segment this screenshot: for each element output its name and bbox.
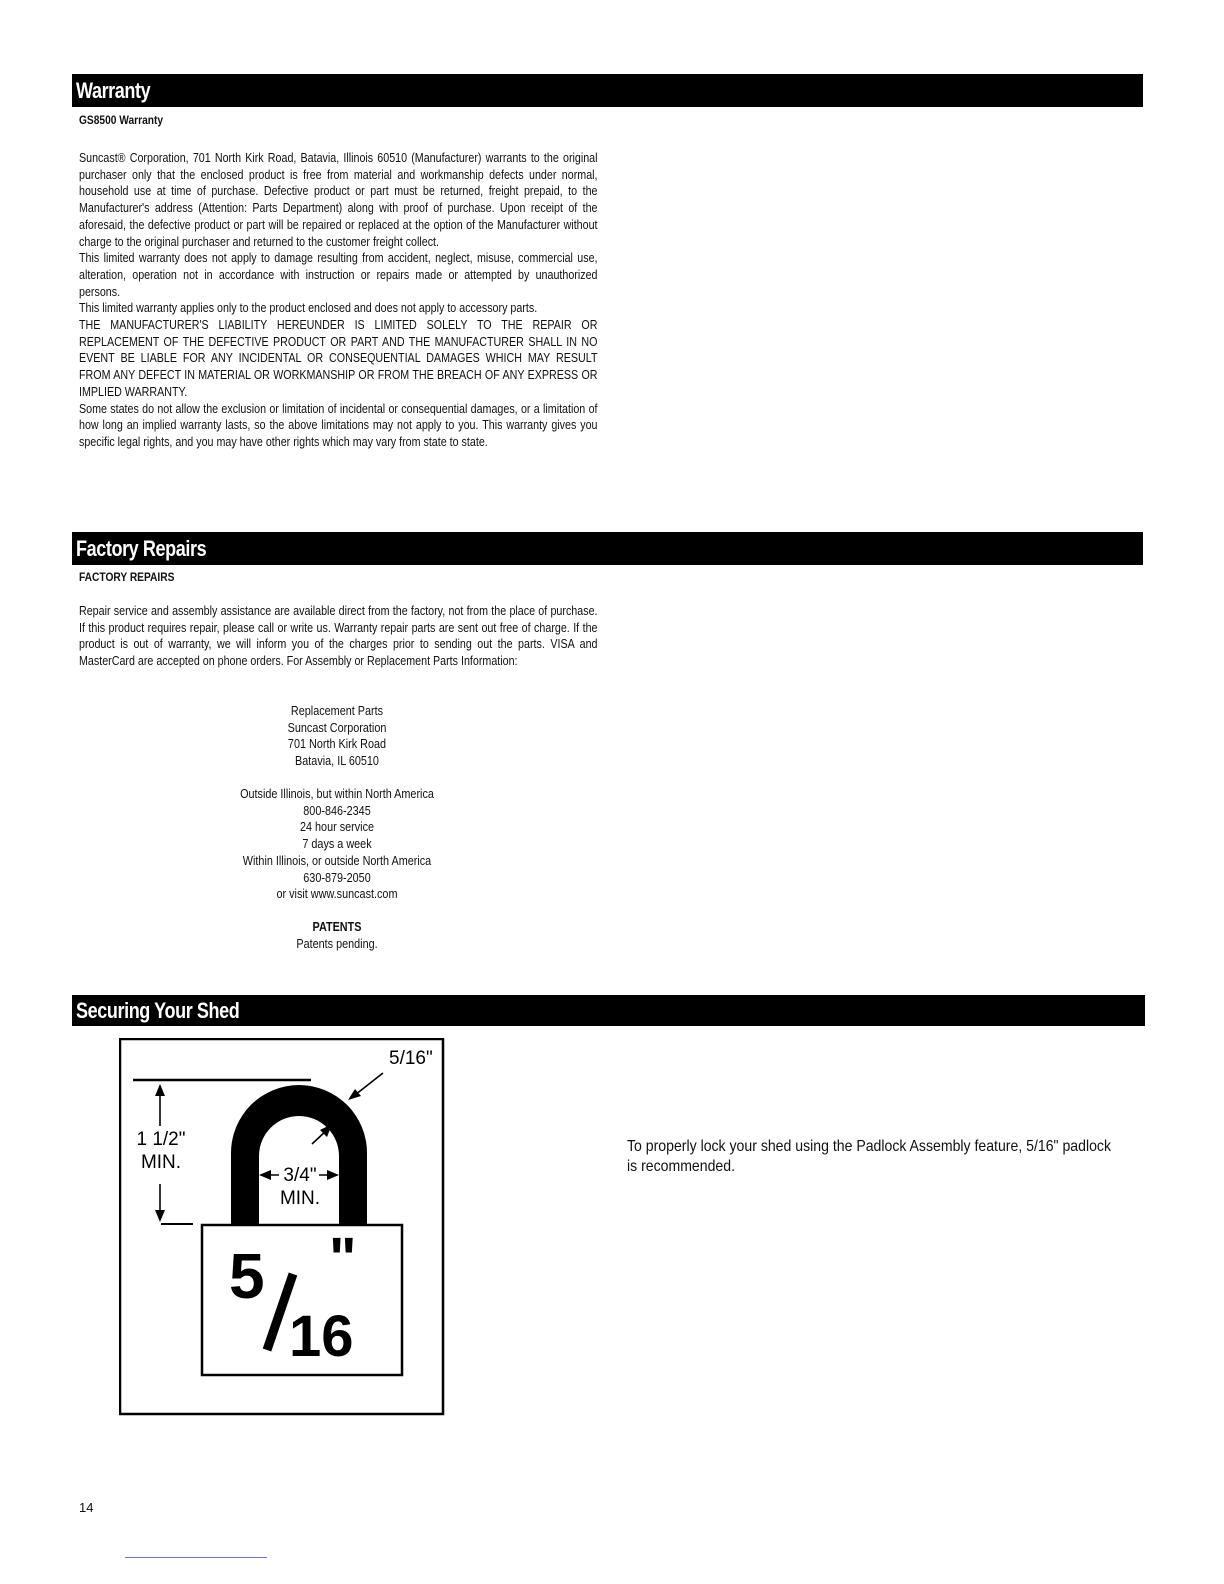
patents-block: [150, 919, 524, 952]
securing-heading-bar: [72, 995, 1145, 1026]
width-label-min: MIN.: [279, 1188, 321, 1209]
patents-text: Patents pending.: [296, 936, 378, 951]
address-line: Suncast Corporation: [287, 720, 387, 735]
lock-fraction-denominator: 16: [289, 1304, 354, 1369]
factory-repairs-heading-bar: [72, 532, 1143, 565]
contact-line: or visit www.suncast.com: [276, 887, 398, 902]
warranty-body: [79, 150, 598, 451]
factory-repairs-subheading: FACTORY REPAIRS: [79, 570, 175, 584]
contact-line: Outside Illinois, but within North America: [240, 787, 434, 801]
warranty-paragraph: Some states do not allow the exclusion or limitation of incidental or consequential damages, or a limitation of how long an implied warranty lasts, so the above limitations may not apply to you. This warranty gives you specific legal rights, and you may have other rights which may vary from state to state.: [79, 401, 598, 449]
height-label-min: MIN.: [140, 1152, 182, 1173]
warranty-paragraph: This limited warranty does not apply to damage resulting from accident, neglect, misuse, commercial use, alteration, operation not in accordance with instruction or repairs made or attempted by unauthorized persons.: [79, 251, 598, 299]
factory-repairs-paragraph: Repair service and assembly assistance are available direct from the factory, not from the place of purchase. If this product requires repair, please call or write us. Warranty repair parts are sent out free of charge. If the product is out of warranty, we will inform you of the charges prior to sending out the parts. VISA and MasterCard are accepted on phone orders. For Assembly or Replacement Parts Information:: [79, 604, 598, 669]
patents-heading: PATENTS: [312, 920, 362, 934]
address-line: Batavia, IL 60510: [295, 754, 379, 769]
warranty-paragraph: THE MANUFACTURER'S LIABILITY HEREUNDER IS LIMITED SOLELY TO THE REPAIR OR REPLACEMENT OF THE DEFECTIVE PRODUCT OR PART AND THE MANUFACTURER SHALL IN NO EVENT BE LIABLE FOR ANY INCIDENTAL OR CONSEQUENTIAL DAMAGES WHICH MAY RESULT FROM ANY DEFECT IN MATERIAL OR WORKMANSHIP OR FROM THE BREACH OF ANY EXPRESS OR IMPLIED WARRANTY.: [79, 318, 598, 399]
address-line: Replacement Parts: [290, 704, 384, 718]
footer-divider: [125, 1557, 267, 1558]
securing-instruction: To properly lock your shed using the Padlock Assembly feature, 5/16" padlock is recommended.: [627, 1138, 1111, 1175]
warranty-heading: Warranty: [76, 78, 151, 103]
contact-line: Within Illinois, or outside North America: [242, 853, 432, 868]
securing-heading: Securing Your Shed: [76, 998, 240, 1023]
warranty-paragraph: This limited warranty applies only to the product enclosed and does not apply to accessory parts.: [79, 301, 538, 316]
width-label-value: 3/4": [283, 1165, 317, 1186]
contact-line: 630-879-2050: [303, 870, 371, 885]
warranty-subheading: GS8500 Warranty: [79, 113, 164, 127]
lock-inch-mark: ": [329, 1226, 357, 1291]
contact-info: [150, 786, 524, 903]
contact-line: 24 hour service: [299, 820, 375, 835]
lock-fraction-numerator: 5: [229, 1240, 265, 1312]
address-line: 701 North Kirk Road: [287, 737, 387, 752]
thickness-label: 5/16": [389, 1048, 433, 1069]
factory-repairs-heading: Factory Repairs: [76, 536, 207, 561]
replacement-address: [150, 703, 524, 770]
page-number: 14: [79, 1500, 94, 1515]
height-label-value: 1 1/2": [136, 1129, 186, 1150]
warranty-heading-bar: [72, 74, 1143, 107]
contact-line: 800-846-2345: [303, 803, 371, 818]
padlock-diagram: [119, 1038, 445, 1416]
warranty-paragraph: Suncast® Corporation, 701 North Kirk Road, Batavia, Illinois 60510 (Manufacturer) warrants to the original purchaser only that the enclosed product is free from material and workmanship defects under normal, household use at time of purchase. Defective product or part must be returned, freight prepaid, to the Manufacturer's address (Attention: Parts Department) along with proof of purchase. Upon receipt of the aforesaid, the defective product or part will be repaired or replaced at the option of the Manufacturer without charge to the original purchaser and returned to the customer freight collect.: [79, 151, 598, 249]
contact-line: 7 days a week: [302, 837, 372, 852]
factory-repairs-body: [79, 603, 598, 670]
